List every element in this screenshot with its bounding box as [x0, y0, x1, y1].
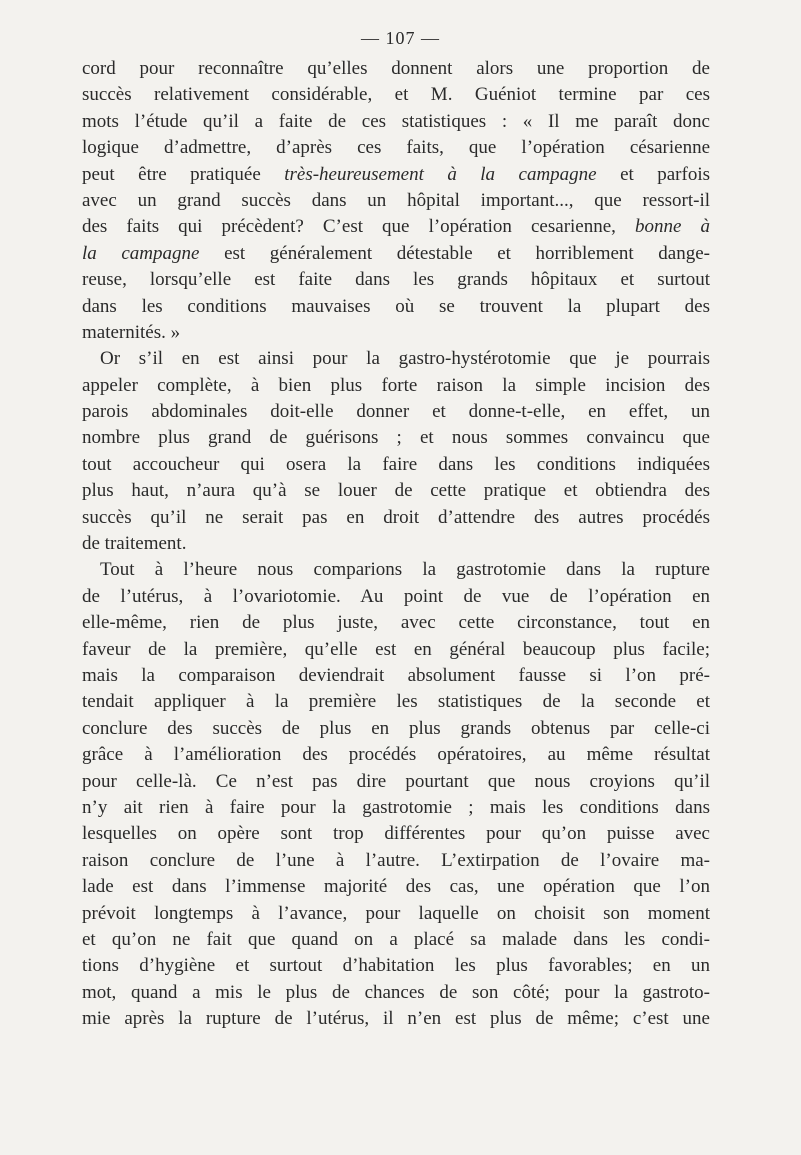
italic-text: bonne à — [634, 216, 710, 238]
line-text: tions d’hygiène et surtout d’habitation les plus favorables; en un — [82, 955, 710, 977]
text-line — [82, 927, 710, 953]
line-text: tout accoucheur qui osera la faire dans les conditions indiquées — [82, 453, 710, 475]
line-text: logique d’admettre, d’après ces faits, que l’opération césarienne — [82, 137, 710, 159]
line-text: appeler complète, à bien plus forte raison la simple incision des — [82, 374, 710, 396]
text-line — [82, 795, 710, 821]
text-line — [82, 584, 710, 610]
line-text: cord pour reconnaître qu’elles donnent alors une proportion de — [82, 58, 710, 79]
line-text: lesquelles on opère sont trop différentes pour qu’on puisse avec — [82, 823, 710, 845]
text-line — [82, 901, 710, 927]
line-text: succès relativement considérable, et M. Guéniot termine par ces — [82, 84, 710, 106]
text-line — [82, 531, 710, 557]
line-text: faveur de la première, qu’elle est en général beaucoup plus facile; — [82, 638, 710, 660]
text-line — [82, 320, 710, 346]
text-line — [82, 162, 710, 188]
line-text: parois abdominales doit-elle donner et donne-t-elle, en effet, un — [82, 401, 710, 423]
text-line — [82, 1006, 710, 1032]
line-text: raison conclure de l’une à l’autre. L’extirpation de l’ovaire ma- — [82, 849, 710, 871]
text-line — [82, 135, 710, 161]
text-line — [82, 716, 710, 742]
text-line — [82, 821, 710, 847]
line-text: grâce à l’amélioration des procédés opératoires, au même résultat — [82, 744, 710, 766]
line-text: plus haut, n’aura qu’à se louer de cette pratique et obtiendra des — [82, 480, 710, 502]
text-line — [82, 478, 710, 504]
line-text: maternités. » — [82, 321, 181, 343]
line-text: succès qu’il ne serait pas en droit d’attendre des autres procédés — [82, 506, 710, 528]
text-line — [82, 637, 710, 663]
line-text: est généralement détestable et horriblement dange- — [199, 242, 710, 264]
text-line — [82, 610, 710, 636]
text-line — [82, 505, 710, 531]
line-text: Or s’il en est ainsi pour la gastro-hystérotomie que je pourrais — [100, 348, 710, 370]
line-text: mot, quand a mis le plus de chances de son côté; pour la gastroto- — [82, 981, 710, 1003]
line-text: et qu’on ne fait que quand on a placé sa malade dans les condi- — [82, 928, 710, 950]
line-text: des faits qui précèdent? C’est que l’opération cesarienne, — [82, 216, 635, 238]
text-line — [82, 346, 710, 372]
line-text: et parfois — [596, 163, 710, 185]
text-line — [82, 56, 710, 82]
line-text: de l’utérus, à l’ovariotomie. Au point de vue de l’opération en — [82, 585, 710, 607]
line-text: n’y ait rien à faire pour la gastrotomie ; mais les conditions dans — [82, 796, 710, 818]
line-text: lade est dans l’immense majorité des cas, une opération que l’on — [82, 876, 710, 898]
line-text: tendait appliquer à la première les statistiques de la seconde et — [82, 691, 710, 713]
text-line — [82, 557, 710, 583]
text-line — [82, 425, 710, 451]
line-text: dans les conditions mauvaises où se trouvent la plupart des — [82, 295, 710, 317]
line-text: mots l’étude qu’il a faite de ces statistiques : « Il me paraît donc — [82, 110, 710, 132]
line-text: pour celle-là. Ce n’est pas dire pourtant que nous croyions qu’il — [82, 770, 710, 792]
text-line — [82, 848, 710, 874]
italic-text: très-heureusement à la campagne — [284, 163, 597, 185]
text-line — [82, 663, 710, 689]
page-number: — 107 — — [361, 28, 440, 48]
text-line — [82, 188, 710, 214]
text-line — [82, 294, 710, 320]
text-line — [82, 452, 710, 478]
text-line — [82, 980, 710, 1006]
line-text: conclure des succès de plus en plus grands obtenus par celle-ci — [82, 717, 710, 739]
line-text: elle-même, rien de plus juste, avec cette circonstance, tout en — [82, 612, 710, 634]
text-line — [82, 373, 710, 399]
line-text: avec un grand succès dans un hôpital important..., que ressort-il — [82, 189, 710, 211]
text-line — [82, 689, 710, 715]
text-line — [82, 241, 710, 267]
text-line — [82, 399, 710, 425]
text-line — [82, 953, 710, 979]
line-text: nombre plus grand de guérisons ; et nous sommes convaincu que — [82, 427, 710, 449]
line-text: reuse, lorsqu’elle est faite dans les grands hôpitaux et surtout — [82, 269, 710, 291]
text-line — [82, 742, 710, 768]
line-text: mais la comparaison deviendrait absolument fausse si l’on pré- — [82, 664, 710, 686]
line-text: mie après la rupture de l’utérus, il n’en est plus de même; c’est une — [82, 1008, 710, 1030]
line-text: prévoit longtemps à l’avance, pour laquelle on choisit son moment — [82, 902, 710, 924]
body-text — [82, 56, 710, 1032]
text-line — [82, 82, 710, 108]
line-text: peut être pratiquée — [82, 163, 285, 185]
text-line — [82, 109, 710, 135]
line-text: Tout à l’heure nous comparions la gastrotomie dans la rupture — [100, 559, 710, 581]
text-line — [82, 769, 710, 795]
text-line — [82, 267, 710, 293]
italic-text: la campagne — [82, 242, 200, 264]
line-text: de traitement. — [82, 533, 187, 555]
text-line — [82, 874, 710, 900]
text-line — [82, 214, 710, 240]
